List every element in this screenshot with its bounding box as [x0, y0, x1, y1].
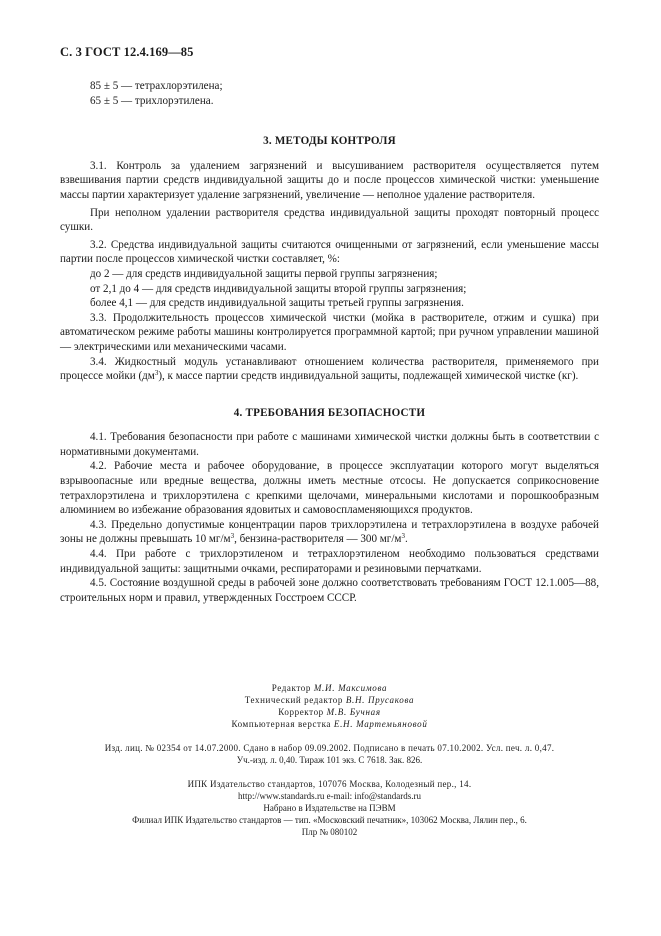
section-3-title: 3. МЕТОДЫ КОНТРОЛЯ	[263, 135, 396, 148]
section-4-title: 4. ТРЕБОВАНИЯ БЕЗОПАСНОСТИ	[233, 406, 426, 419]
intro-line-2: 65 ± 5 — трихлорэтилена.	[90, 94, 214, 107]
layout-name: Е.Н. Мартемьяновой	[333, 719, 428, 729]
publisher-web-line: http://www.standards.ru e-mail: info@standards.ru	[238, 791, 421, 801]
layout-label: Компьютерная верстка	[231, 719, 332, 729]
paragraph-3-4-sup: 3	[154, 369, 159, 378]
paragraph-3-4	[60, 355, 599, 384]
paragraph-4-2: 4.2. Рабочие места и рабочее оборудование, в процессе эксплуатации которого могут выделяться взрывоопасные или вредные вещества, должны иметь местные отсосы. Не допускается соприкосновение тетрахлорэтилена и трихлорэтилена с крепкими щелочами, минеральными кислотами и порошкообразным алюминием во избежание образования ядовитых и самовоспламеняющихся продуктов.	[60, 460, 599, 517]
paragraph-4-3-text-c: .	[404, 533, 408, 546]
editor-name: М.И. Максимова	[313, 683, 388, 693]
paragraph-4-1: 4.1. Требования безопасности при работе с машинами химической чистки должны быть в соответствии с нормативными документами.	[60, 431, 599, 458]
editor-line	[60, 682, 599, 694]
paragraph-4-3-text-b: , бензина-растворителя — 300 мг/м	[234, 533, 402, 546]
tech-editor-label: Технический редактор	[244, 695, 343, 705]
colophon	[60, 682, 599, 838]
print-line-1: Изд. лиц. № 02354 от 14.07.2000. Сдано в набор 09.09.2002. Подписано в печать 07.10.2002. Усл. печ. л. 0,47.	[104, 743, 555, 753]
paragraph-4-4: 4.4. При работе с трихлорэтиленом и тетрахлорэтиленом необходимо пользоваться средствами индивидуальной защиты: защитными очками, респираторами и резиновыми перчатками.	[60, 548, 599, 575]
publisher-line-4: Филиал ИПК Издательство стандартов — тип. «Московский печатник», 103062 Москва, Лялин пер., 6.	[132, 815, 527, 825]
corrector-label: Корректор	[278, 707, 324, 717]
corrector-line	[60, 706, 599, 718]
paragraph-4-3	[60, 518, 599, 547]
paragraph-4-3-sup-2: 3	[401, 532, 405, 541]
list-item-3-2-2: от 2,1 до 4 — для средств индивидуальной защиты второй группы загрязнения;	[90, 282, 467, 295]
list-item-3-2-1: до 2 — для средств индивидуальной защиты первой группы загрязнения;	[90, 267, 438, 280]
paragraph-3-1b: При неполном удалении растворителя средства индивидуальной защиты проходят повторный процесс сушки.	[60, 206, 599, 234]
paragraph-3-1: 3.1. Контроль за удалением загрязнений и высушиванием растворителя осуществляется путем взвешивания партии средств индивидуальной защиты до и после процессов химической чистки: уменьшение массы партии характеризует удаление загрязнений, увеличение — неполное удаление растворителя.	[60, 159, 599, 201]
publisher-line-1: ИПК Издательство стандартов, 107076 Москва, Колодезный пер., 14.	[187, 779, 472, 789]
tech-editor-name: В.Н. Прусакова	[345, 695, 415, 705]
paragraph-3-4-text-a: 3.4. Жидкостный модуль устанавливают отношением количества растворителя, применяемого при процессе мойки (дм	[60, 355, 599, 383]
paragraph-3-2: 3.2. Средства индивидуальной защиты считаются очищенными от загрязнений, если уменьшение массы партии после процессов химической чистки составляет, %:	[60, 238, 599, 266]
print-line-2: Уч.-изд. л. 0,40. Тираж 101 экз. С 7618. Зак. 826.	[236, 755, 423, 765]
document-body	[60, 79, 599, 605]
paragraph-4-3-sup-1: 3	[230, 532, 235, 541]
layout-line	[60, 718, 599, 730]
paragraph-3-3: 3.3. Продолжительность процессов химической чистки (мойка в растворителе, отжим и сушка) при автоматическом режиме работы машины контролируется программной картой; при ручном управлении машиной — электрическими или механическими часами.	[60, 311, 599, 353]
publisher-line-3: Набрано в Издательстве на ПЭВМ	[263, 803, 396, 813]
tech-editor-line	[60, 694, 599, 706]
editor-label: Редактор	[271, 683, 311, 693]
corrector-name: М.В. Бучная	[326, 707, 381, 717]
publisher-line-5: Плр № 080102	[301, 827, 358, 837]
paragraph-4-5: 4.5. Состояние воздушной среды в рабочей зоне должно соответствовать требованиям ГОСТ 12.1.005—88, строительных норм и правил, утвержденных Госстроем СССР.	[60, 577, 599, 604]
page-header: С. 3 ГОСТ 12.4.169—85	[60, 45, 194, 59]
intro-line-1: 85 ± 5 — тетрахлорэтилена;	[90, 80, 223, 92]
list-item-3-2-3: более 4,1 — для средств индивидуальной защиты третьей группы загрязнения.	[90, 297, 464, 310]
paragraph-4-3-text-a: 4.3. Предельно допустимые концентрации паров трихлорэтилена и тетрахлорэтилена в воздухе рабочей зоны не должны превышать 10 мг/м	[60, 518, 599, 546]
paragraph-3-4-text-b: ), к массе партии средств индивидуальной защиты, подлежащей химической чистке (кг).	[158, 370, 579, 383]
